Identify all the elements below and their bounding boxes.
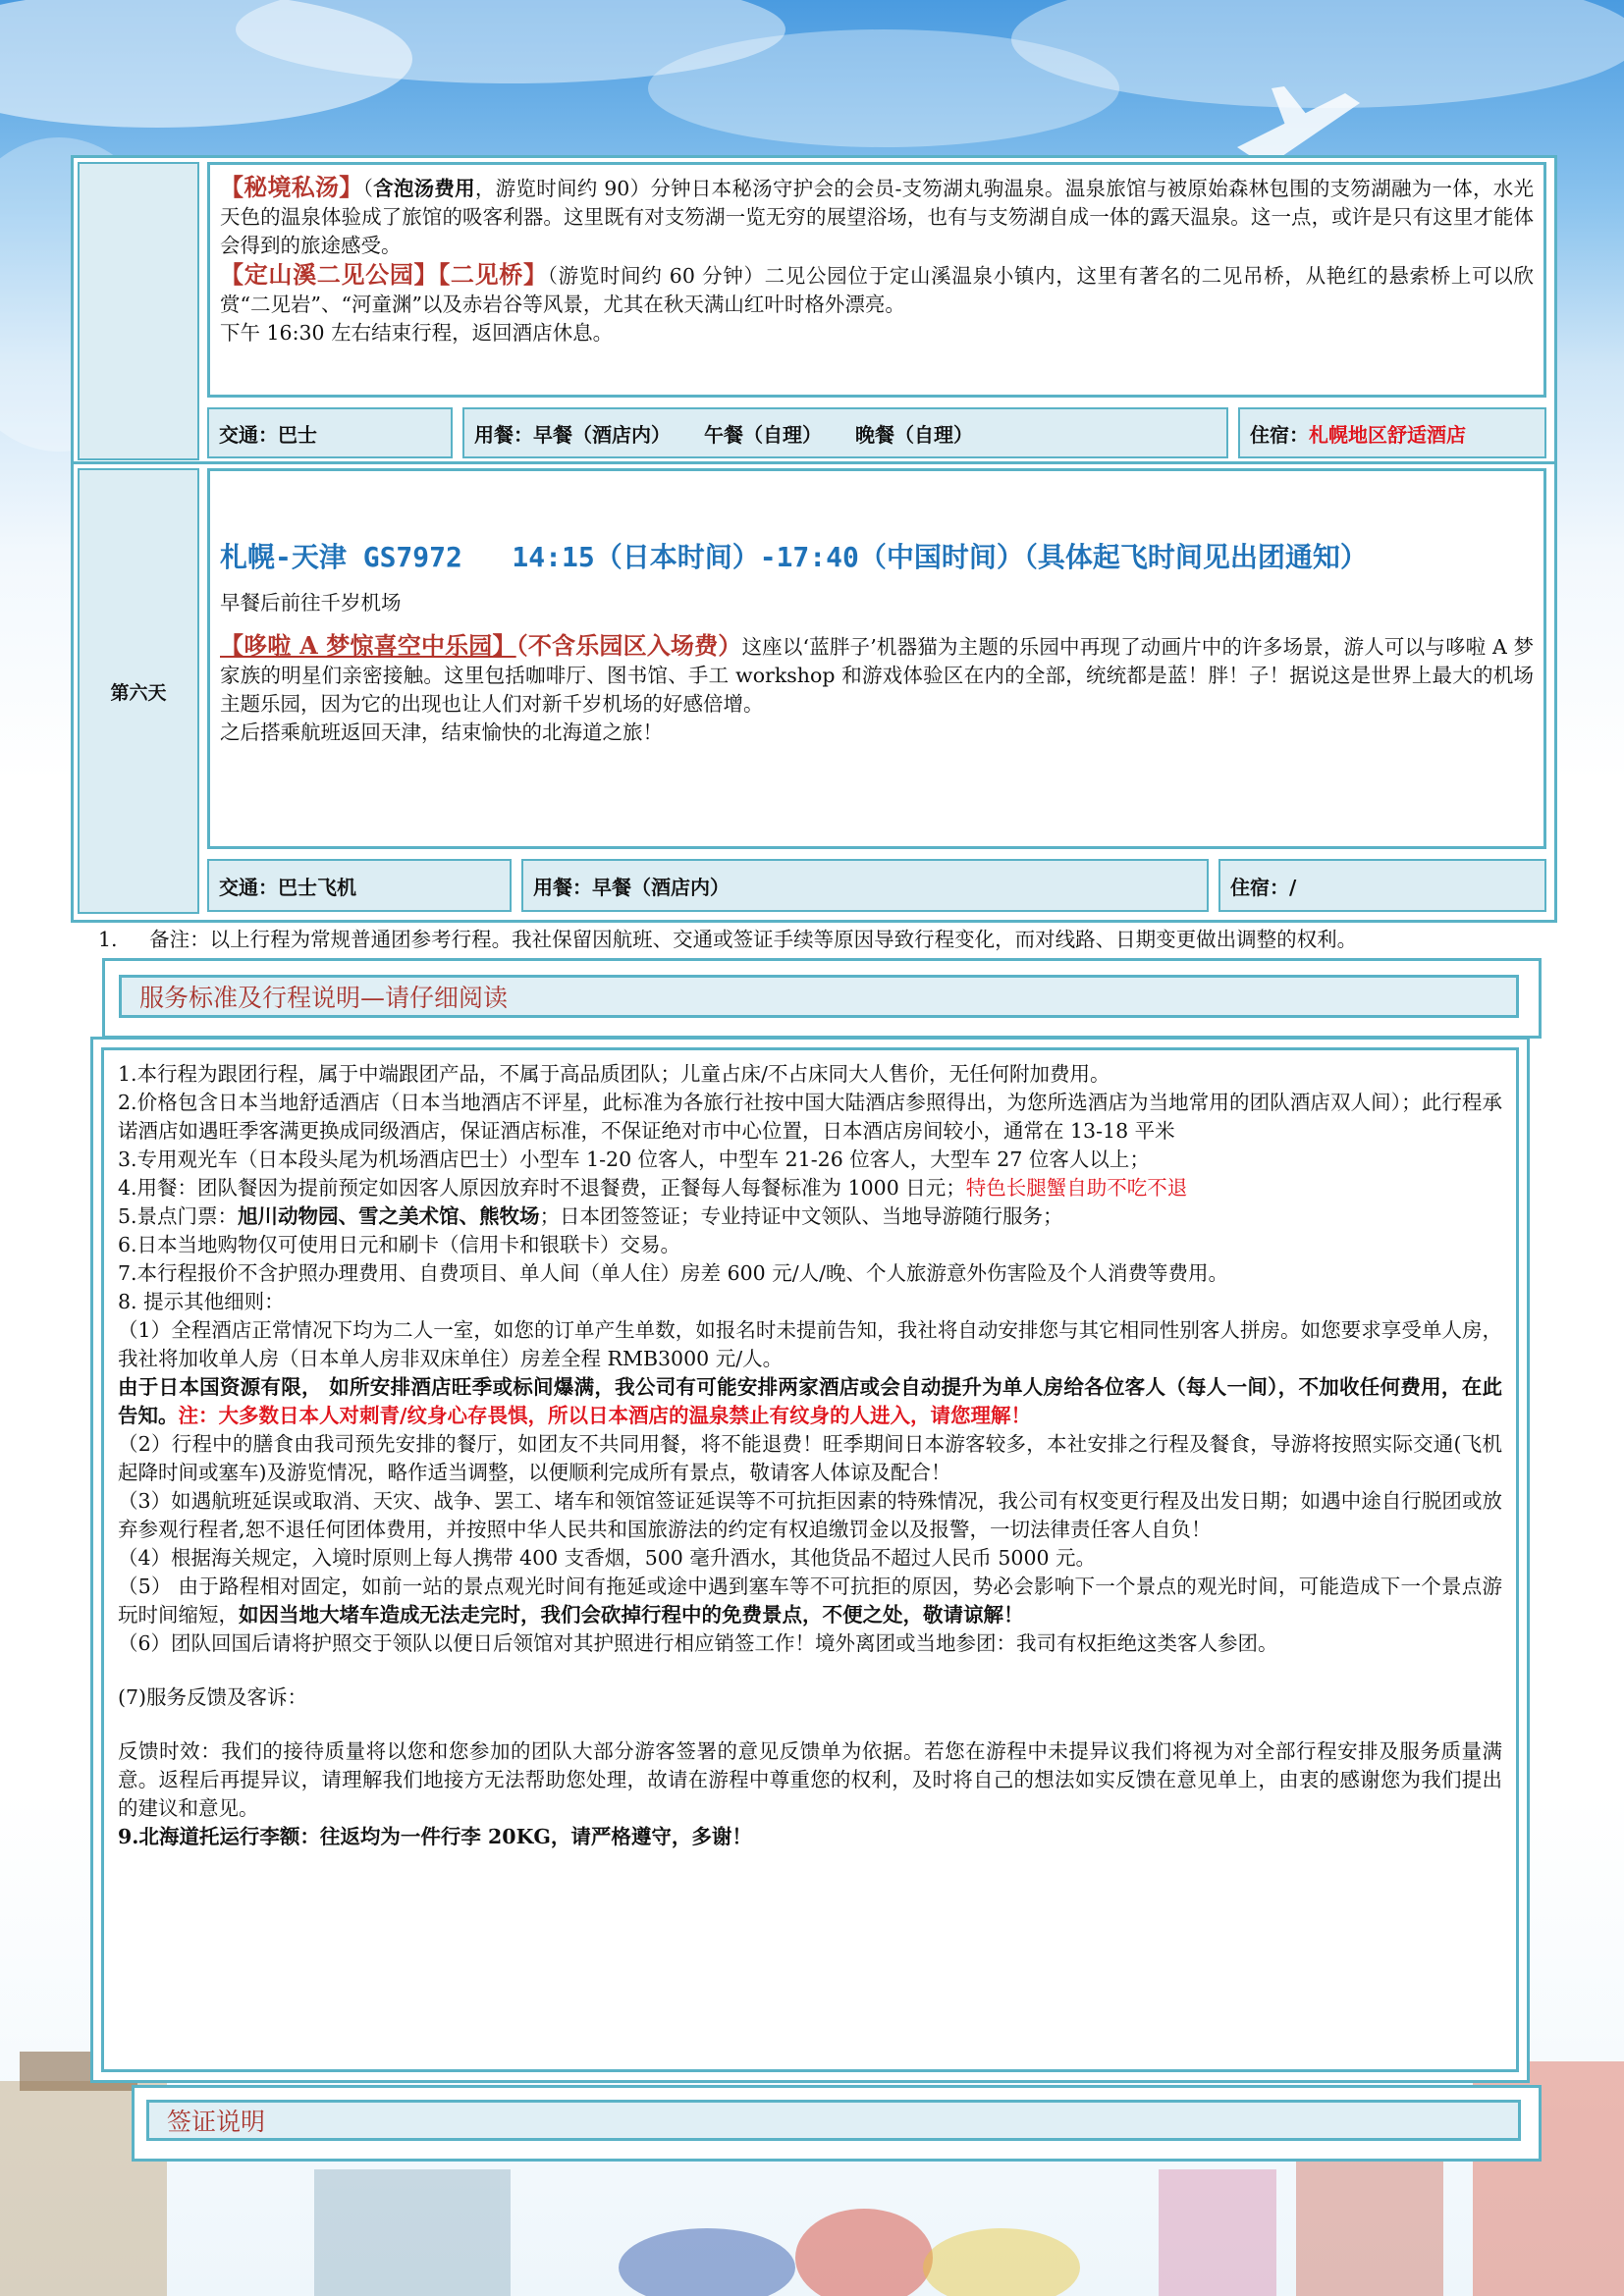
day5-meal-breakfast: 早餐（酒店内）: [533, 422, 671, 447]
day5-end-line: 下午 16:30 左右结束行程，返回酒店休息。: [220, 321, 614, 345]
service-item-3: 3.专用观光车（日本段头尾为机场酒店巴士）小型车 1-20 位客人，中型车 21-26 位客人，大型车 27 位客人以上；: [118, 1148, 1150, 1171]
feedback-text: 反馈时效：我们的接待质量将以您和您参加的团队大部分游客签署的意见反馈单为依据。若您在游程中未提异议我们将视为对全部行程安排及服务质量满意。返程后再提异议，请理解我们地接方无法帮助您处理，故请在游程中尊重您的权利，及时将自己的想法如实反馈在意见单上，由衷的感谢您为我们提出的建议和意见。: [118, 1739, 1502, 1820]
day5-stay-value: 札幌地区舒适酒店: [1309, 422, 1466, 447]
tip-1: （1）全程酒店正常情况下均为二人一室，如您的订单产生单数，如报名时未提前告知，我社将自动安排您与其它相同性别客人拼房。如您要求享受单人房，我社将加收单人房（日本单人房非双床单住）房差全程 RMB3000 元/人。: [118, 1318, 1502, 1370]
day5-spot2-desc: （游览时间约 60 分钟）二见公园位于定山溪温泉小镇内，这里有著名的二见吊桥，从艳红的悬索桥上可以欣赏“二见岩”、“河童渊”以及赤岩谷等风景，尤其在秋天满山红叶时格外漂亮。: [220, 264, 1534, 316]
day6-end-line: 之后搭乘航班返回天津，结束愉快的北海道之旅！: [220, 721, 663, 744]
feedback-heading: (7)服务反馈及客诉：: [118, 1685, 308, 1709]
day5-spot2-title: 【定山溪二见公园】【二见桥】: [220, 260, 548, 289]
itinerary-remark: 1. 备注：以上行程为常规普通团参考行程。我社保留因航班、交通或签证手续等原因导致行程变化，而对线路、日期变更做出调整的权利。: [98, 928, 1358, 951]
tip-4: （4）根据海关规定，入境时原则上每人携带 400 支香烟，500 毫升酒水，其他货品不超过人民币 5000 元。: [118, 1546, 1097, 1570]
day5-table: [71, 155, 1557, 469]
tip-3: （3）如遇航班延误或取消、天灾、战争、罢工、堵车和领馆签证延误等不可抗拒因素的特殊情况，我公司有权变更行程及出发日期；如遇中途自行脱团或放弃参观行程者,恕不退任何团体费用，并按照中华人民共和国旅游法的约定有权追缴罚金以及报警，一切法律责任客人自负！: [118, 1489, 1502, 1541]
day6-spot-desc: 这座以‘蓝胖子’机器猫为主题的乐园中再现了动画片中的许多场景，游人可以与哆啦 A 梦家族的明星们亲密接触。这里包括咖啡厅、图书馆、手工 workshop 和游戏体验区在内的全部，统统都是蓝！胖！子！据说这是世界上最大的机场主题乐园，因为它的出现也让人们对新千岁机场的好感倍增。: [220, 635, 1534, 716]
day6-spot-paragraph: [220, 631, 1534, 719]
service-item-5: 5.景点门票：旭川动物园、雪之美术馆、熊牧场；日本团签签证；专业持证中文领队、当地导游随行服务；: [118, 1204, 1063, 1228]
service-section-frame: [102, 958, 1542, 1039]
tattoo-warning: 注：大多数日本人对刺青/纹身心存畏惧，所以日本酒店的温泉禁止有纹身的人进入，请您理解！: [178, 1404, 1031, 1427]
day5-spot1-desc: ，游览时间约 90）分钟日本秘汤守护会的会员-支笏湖丸驹温泉。温泉旅馆与被原始森林包围的支笏湖融为一体，水光天色的温泉体验成了旅馆的吸客利器。这里既有对支笏湖一览无穷的展望浴场，也有与支笏湖自成一体的露天温泉。这一点，或许是只有这里才能体会得到的旅途感受。: [220, 177, 1535, 257]
day5-meal-dinner: 晚餐（自理）: [855, 422, 973, 447]
day6-flight-info: 札幌-天津 GS7972 14:15（日本时间）-17:40（中国时间）（具体起飞时间见出团通知）: [220, 541, 1368, 573]
service-item-2: 2.价格包含日本当地舒适酒店（日本当地酒店不评星，此标准为各旅行社按中国大陆酒店参照得出，为您所选酒店为当地常用的团队酒店双人间）；此行程承诺酒店如遇旺季客满更换成同级酒店，保证酒店标准，不保证绝对市中心位置，日本酒店房间较小，通常在 13-18 平米: [118, 1091, 1502, 1143]
day5-spot1-title: 【秘境私汤】: [220, 173, 363, 201]
day5-meal-lunch: 午餐（自理）: [704, 422, 822, 447]
day5-content: 【秘境私汤】（含泡汤费用，游览时间约 90）分钟日本秘汤守护会的会员-支笏湖丸驹温泉。温泉旅馆与被原始森林包围的支笏湖融为一体，水光天色的温泉体验成了旅馆的吸客利器。这里既有对支笏湖一览无穷的展望浴场，也有与支笏湖自成一体的露天温泉。这一点，或许是只有这里才能体会得到的旅途感受。 【定山溪二见公园】【二见桥】（游览时间约 60 分钟）二见公园位于定山溪温泉小镇内，这里有著名的二见吊桥，从艳红的悬索桥上可以欣赏“二见岩”、“河童渊”以及赤岩谷等风景，尤其在秋天满山红叶时格外漂亮。 下午 16:30 左右结束行程，返回酒店休息。: [207, 162, 1546, 398]
visa-section-title: 签证说明: [146, 2100, 1521, 2141]
service-section-title: 服务标准及行程说明—请仔细阅读: [119, 975, 1519, 1018]
day6-meals: 用餐：早餐（酒店内）: [521, 859, 1209, 912]
day6-spot-title: 【哆啦 A 梦惊喜空中乐园】: [220, 631, 516, 660]
tip-1-notice: 由于日本国资源有限， 如所安排酒店旺季或标间爆满，我公司有可能安排两家酒店或会自动提升为单人房给各位客人（每人一间），不加收任何费用，在此告知。注：大多数日本人对刺青/纹身心存畏惧，所以日本酒店的温泉禁止有纹身的人进入，请您理解！: [118, 1375, 1502, 1427]
service-item-8: 8. 提示其他细则：: [118, 1290, 285, 1313]
service-item-7: 7.本行程报价不含护照办理费用、自费项目、单人间（单人住）房差 600 元/人/晚、个人旅游意外伤害险及个人消费等费用。: [118, 1261, 1229, 1285]
day6-breakfast-line: 早餐后前往千岁机场: [220, 591, 402, 614]
day5-stay: [1238, 407, 1546, 458]
day5-transport: 交通：巴士: [207, 407, 453, 458]
day6-content: [207, 468, 1546, 849]
included-attractions: 旭川动物园、雪之美术馆、熊牧场: [238, 1204, 540, 1228]
service-details: [101, 1047, 1519, 2072]
day6-transport: 交通：巴士飞机: [207, 859, 512, 912]
service-item-6: 6.日本当地购物仅可使用日元和刷卡（信用卡和银联卡）交易。: [118, 1233, 681, 1256]
visa-section-frame: [132, 2085, 1542, 2162]
luggage-allowance: 9.北海道托运行李额：往返均为一件行李 20KG，请严格遵守，多谢！: [118, 1825, 752, 1848]
service-details-frame: [90, 1037, 1530, 2083]
day5-meals: [462, 407, 1228, 458]
day6-spot-note: （不含乐园区入场费）: [515, 631, 742, 660]
day5-meal-label: 用餐：: [474, 422, 533, 447]
tip-6: （6）团队回国后请将护照交于领队以便日后领馆对其护照进行相应销签工作！境外离团或当地参团：我司有权拒绝这类客人参团。: [118, 1631, 1278, 1655]
day5-spot1-note: 含泡汤费用: [373, 177, 475, 200]
service-item-1: 1.本行程为跟团行程，属于中端跟团产品，不属于高品质团队；儿童占床/不占床同大人售价，无任何附加费用。: [118, 1062, 1110, 1086]
service-item-4: 4.用餐：团队餐因为提前预定如因客人原因放弃时不退餐费，正餐每人每餐标准为 1000 日元；特色长腿蟹自助不吃不退: [118, 1176, 1188, 1200]
tip-2: （2）行程中的膳食由我司预先安排的餐厅，如团友不共同用餐，将不能退费！旺季期间日本游客较多，本社安排之行程及餐食，导游将按照实际交通(飞机起降时间或塞车)及游览情况，略作适当调整，以便顺利完成所有景点，敬请客人体谅及配合！: [118, 1432, 1502, 1484]
day5-stay-label: 住宿：: [1250, 422, 1309, 447]
day5-label-cell: [78, 162, 199, 460]
crab-buffet-note: 特色长腿蟹自助不吃不退: [965, 1176, 1188, 1200]
day6-table: [71, 461, 1557, 923]
tip-5: （5） 由于路程相对固定，如前一站的景点观光时间有拖延或途中遇到塞车等不可抗拒的原因，势必会影响下一个景点的观光时间，可能造成下一个景点游玩时间缩短，如因当地大堵车造成无法走完时，我们会砍掉行程中的免费景点，不便之处，敬请谅解！: [118, 1575, 1502, 1627]
day6-label: 第六天: [78, 468, 199, 914]
day6-stay: 住宿：/: [1218, 859, 1546, 912]
